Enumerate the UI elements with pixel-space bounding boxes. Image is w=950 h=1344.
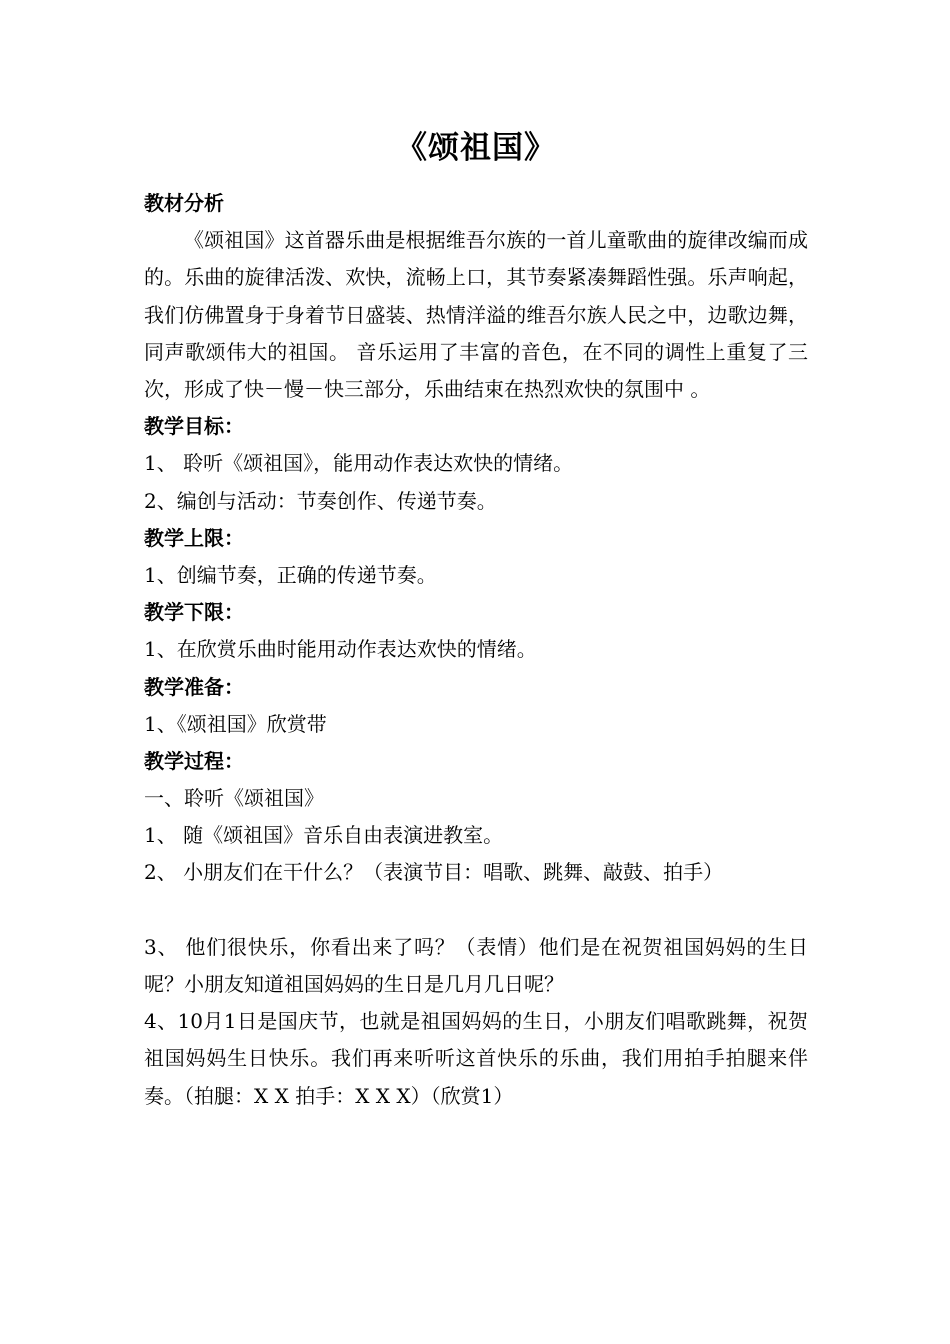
process-paragraph: 4、10月1日是国庆节，也就是祖国妈妈的生日，小朋友们唱歌跳舞，祝贺祖国妈妈生日快乐。我们再来听听这首快乐的乐曲，我们用拍手拍腿来伴奏。（拍腿：X X 拍手：X X X）（欣赏1）: [144, 1009, 808, 1108]
process-line: 2、 小朋友们在干什么？（表演节目：唱歌、跳舞、敲鼓、拍手）: [144, 860, 724, 885]
process-heading: 教学过程：: [144, 748, 244, 773]
document-title: 《颂祖国》: [396, 130, 556, 166]
goal-item: 2、编创与活动：节奏创作、传递节奏。: [144, 488, 497, 513]
document-body: [144, 185, 808, 1115]
preparation-item: 1、《颂祖国》欣赏带: [144, 711, 327, 736]
goals-heading: 教学目标：: [144, 414, 244, 439]
analysis-heading: 教材分析: [144, 191, 224, 215]
upper-limit-heading: 教学上限：: [144, 525, 244, 550]
blank-line: [144, 892, 808, 929]
upper-limit-item: 1、创编节奏，正确的传递节奏。: [144, 562, 437, 587]
process-line: 1、 随《颂祖国》音乐自由表演进教室。: [144, 823, 504, 848]
analysis-paragraph: 《颂祖国》这首器乐曲是根据维吾尔族的一首儿童歌曲的旋律改编而成的。乐曲的旋律活泼、欢快，流畅上口，其节奏紧凑舞蹈性强。乐声响起，我们仿佛置身于身着节日盛装、热情洋溢的维吾尔族人民之中，边歌边舞，同声歌颂伟大的祖国。 音乐运用了丰富的音色，在不同的调性上重复了三次，形成了快－慢－快三部分，乐曲结束在热烈欢快的氛围中 。: [144, 228, 808, 401]
lower-limit-item: 1、在欣赏乐曲时能用动作表达欢快的情绪。: [144, 637, 537, 662]
process-paragraph: 3、 他们很快乐，你看出来了吗？（表情）他们是在祝贺祖国妈妈的生日呢？小朋友知道祖国妈妈的生日是几月几日呢？: [144, 934, 808, 997]
process-line: 一、聆听《颂祖国》: [144, 786, 324, 811]
goal-item: 1、 聆听《颂祖国》，能用动作表达欢快的情绪。: [144, 451, 574, 476]
lower-limit-heading: 教学下限：: [144, 600, 244, 625]
preparation-heading: 教学准备：: [144, 674, 244, 699]
